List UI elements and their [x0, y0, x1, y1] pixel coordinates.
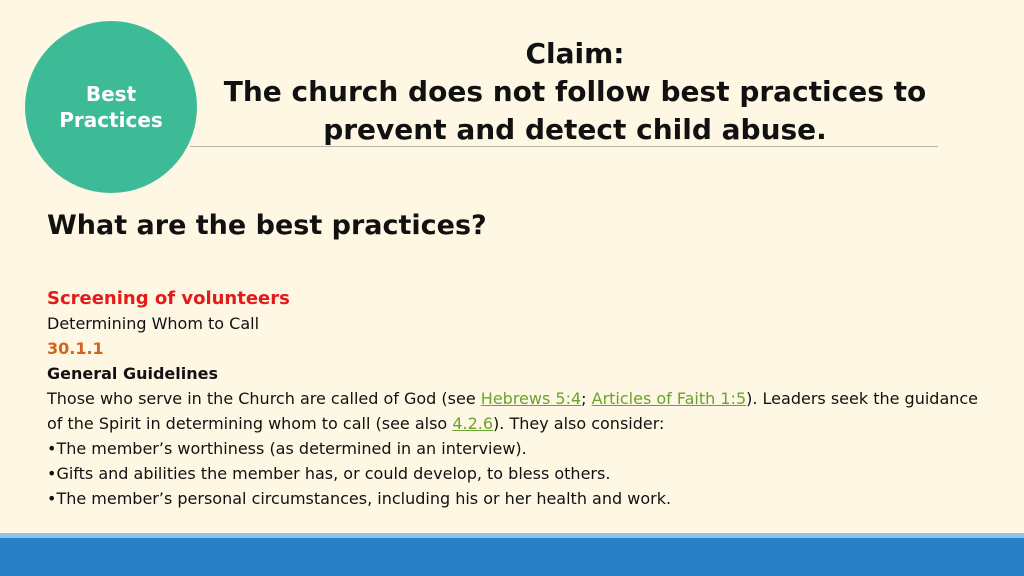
- link-4-2-6[interactable]: 4.2.6: [452, 414, 494, 433]
- section-subtitle: Determining Whom to Call: [47, 314, 260, 333]
- para-text-2: ). Leaders seek the guidance of the Spirit in determining whom to call (see also: [47, 389, 979, 433]
- badge-label: [56, 81, 166, 133]
- footer-bar: [0, 538, 1024, 576]
- section-number: 30.1.1: [47, 339, 104, 358]
- para-text-1: Those who serve in the Church are called of God (see: [47, 389, 481, 408]
- link-hebrews[interactable]: Hebrews 5:4: [480, 389, 582, 408]
- para-text-3: ). They also consider:: [493, 414, 665, 433]
- bullet-item: •The member’s personal circumstances, including his or her health and work.: [47, 489, 672, 508]
- section-title: Screening of volunteers: [47, 288, 290, 309]
- claim-title-line2: The church does not follow best practices to: [223, 75, 927, 108]
- claim-title: [215, 35, 935, 149]
- bullet-item: •Gifts and abilities the member has, or could develop, to bless others.: [47, 464, 611, 483]
- content-body: [47, 286, 987, 511]
- guidelines-paragraph: [47, 386, 987, 436]
- claim-title-line1: Claim:: [525, 37, 625, 70]
- badge-label-line1: Best: [85, 82, 137, 106]
- bullet-item: •The member’s worthiness (as determined in an interview).: [47, 439, 527, 458]
- best-practices-badge: [25, 21, 197, 193]
- page-heading: What are the best practices?: [47, 210, 487, 241]
- title-divider: [190, 146, 938, 147]
- link-articles-of-faith[interactable]: Articles of Faith 1:5: [591, 389, 747, 408]
- claim-title-line3: prevent and detect child abuse.: [323, 113, 827, 146]
- badge-label-line2: Practices: [59, 108, 163, 132]
- guidelines-title: General Guidelines: [47, 364, 219, 383]
- para-separator: ;: [581, 389, 592, 408]
